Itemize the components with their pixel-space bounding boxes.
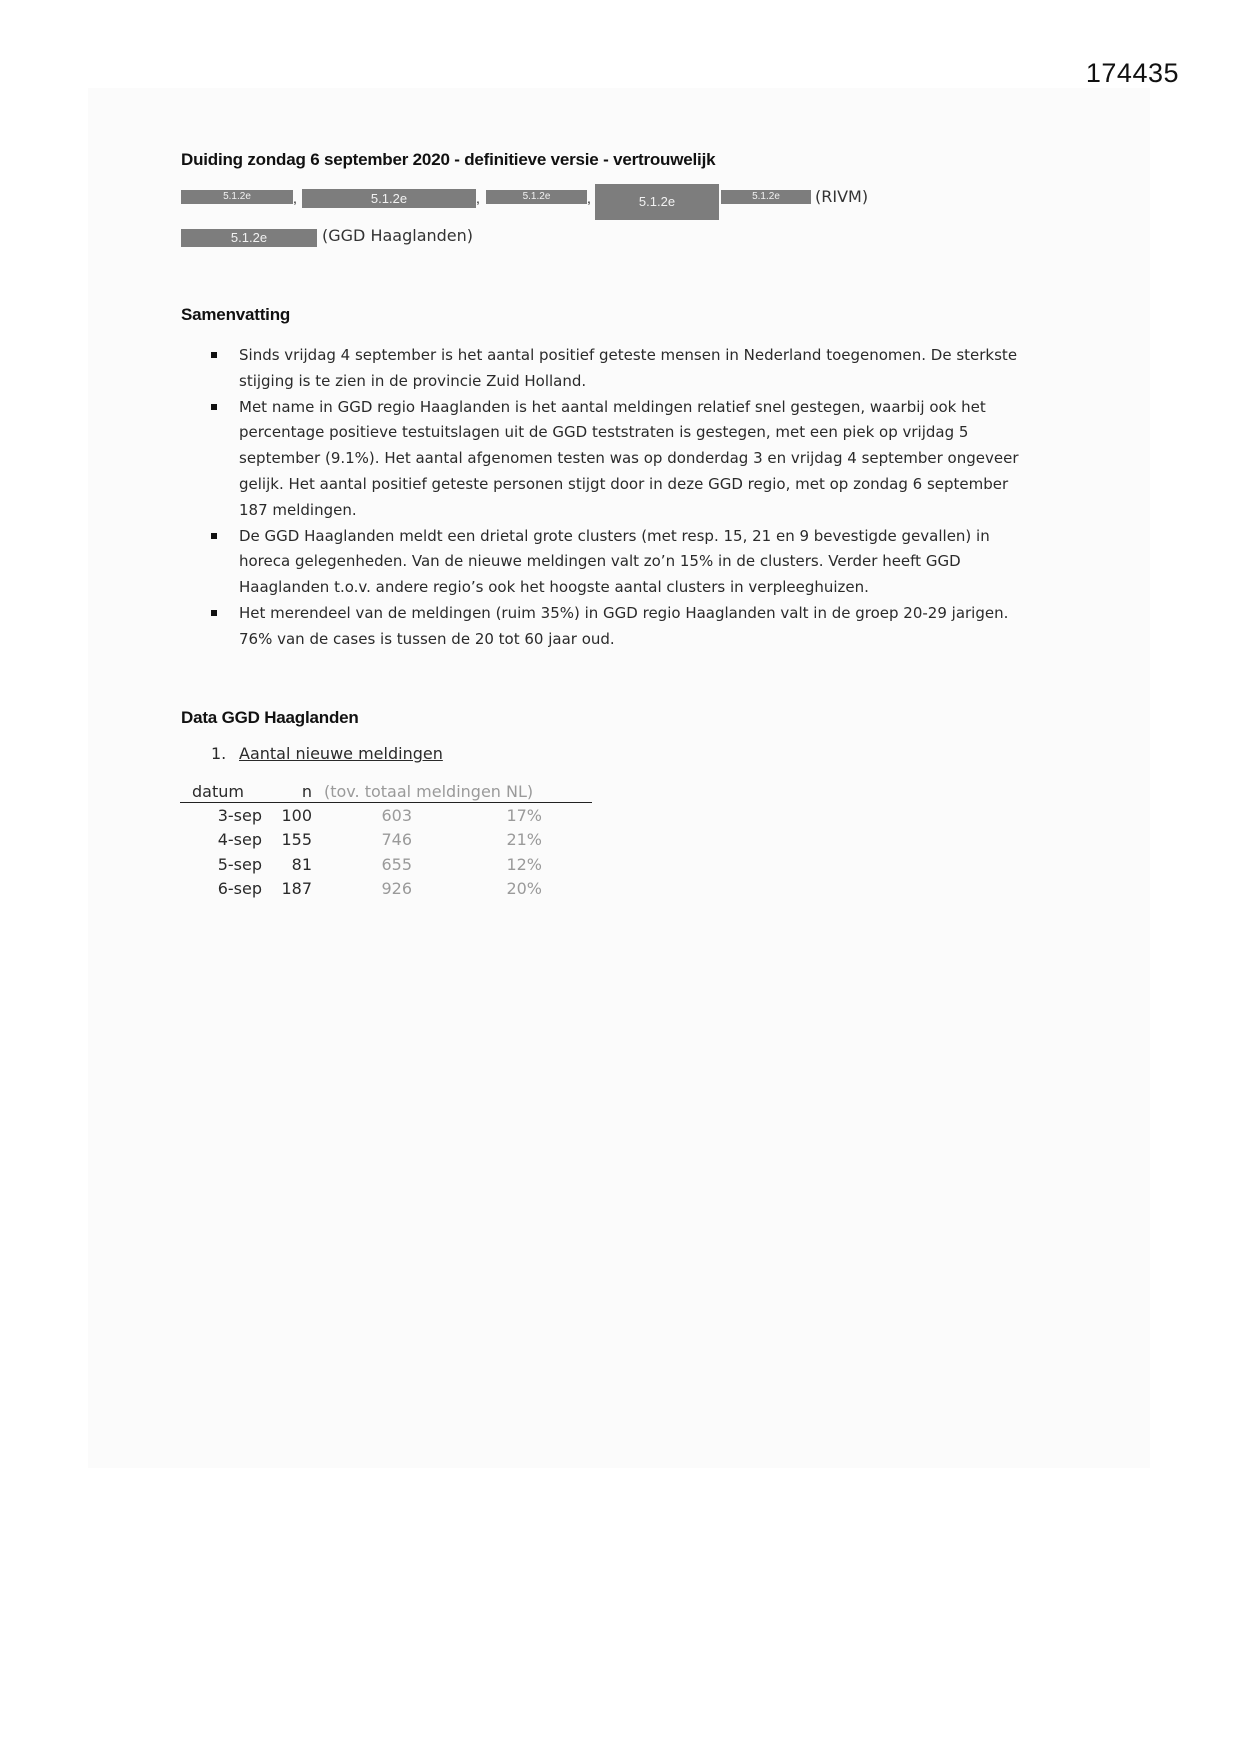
cell-pct: 12% [506, 854, 542, 874]
summary-bullet-text: Het merendeel van de meldingen (ruim 35%) in GGD regio Haaglanden valt in de groep 20-29 jarigen. 76% van de cases is tussen de 20 tot 60 jaar oud. [239, 603, 1009, 648]
author-separator: , [587, 190, 591, 206]
cell-date: 4-sep [217, 830, 262, 850]
ggd-affiliation: (GGD Haaglanden) [322, 226, 474, 245]
table-header-row [180, 780, 592, 803]
cell-date: 3-sep [217, 805, 262, 825]
summary-bullet-text: De GGD Haaglanden meldt een drietal grote clusters (met resp. 15, 21 en 9 bevestigde gevallen) in horeca gelegenheden. Van de nieuwe meldingen valt zo’n 15% in de clusters. Verder heeft GGD Haaglanden t.o.v. andere regio’s ook het hoogste aantal clusters in verpleeghuizen. [239, 526, 990, 597]
redacted-author-2: 5.1.2e [302, 189, 476, 208]
cell-n: 81 [291, 854, 312, 874]
summary-bullet [181, 395, 1031, 524]
redacted-author-1: 5.1.2e [181, 190, 293, 204]
header-date: datum [180, 780, 262, 803]
cell-pct: 17% [506, 805, 542, 825]
table-row [180, 852, 592, 877]
new-reports-table [180, 780, 592, 901]
summary-bullet [181, 343, 1031, 395]
document-title: Duiding zondag 6 september 2020 - definitieve versie - vertrouwelijk [181, 150, 716, 169]
cell-pct: 20% [506, 879, 542, 899]
bullet-square-icon [211, 352, 217, 358]
cell-n: 155 [281, 830, 312, 850]
page-background [88, 88, 1150, 1468]
bullet-square-icon [211, 404, 217, 410]
redacted-author-3: 5.1.2e [486, 190, 587, 204]
table-row [180, 828, 592, 853]
item-number: 1. [211, 744, 227, 763]
summary-bullet-list [181, 343, 1031, 653]
cell-total: 746 [381, 830, 412, 850]
summary-bullet-text: Met name in GGD regio Haaglanden is het aantal meldingen relatief snel gestegen, waarbij ook het percentage positieve testuitslagen uit de GGD teststraten is gestegen, met een piek op vrijdag 5 september (9.1%). Het aantal afgenomen testen was op donderdag 3 en vrijdag 4 september ongeveer gelijk. Het aantal positief geteste personen stijgt door in deze GGD regio, met op zondag 6 september 187 meldingen. [239, 397, 1019, 519]
header-n: n [262, 780, 312, 803]
cell-n: 100 [281, 805, 312, 825]
cell-n: 187 [281, 879, 312, 899]
table-row [180, 803, 592, 828]
redacted-author-5: 5.1.2e [721, 190, 811, 204]
cell-total: 655 [381, 854, 412, 874]
bullet-square-icon [211, 533, 217, 539]
redacted-author-4: 5.1.2e [595, 184, 719, 220]
item-label: Aantal nieuwe meldingen [239, 744, 443, 763]
rivm-affiliation: (RIVM) [815, 187, 869, 206]
summary-bullet [181, 601, 1031, 653]
document-number: 174435 [1085, 58, 1179, 88]
summary-heading: Samenvatting [181, 305, 291, 324]
redacted-author-6: 5.1.2e [181, 229, 317, 247]
cell-total: 926 [381, 879, 412, 899]
data-heading: Data GGD Haaglanden [181, 708, 359, 727]
table-row [180, 877, 592, 902]
header-total: (tov. totaal meldingen NL) [312, 780, 592, 803]
summary-bullet-text: Sinds vrijdag 4 september is het aantal positief geteste mensen in Nederland toegenomen. De sterkste stijging is te zien in de provincie Zuid Holland. [239, 346, 1018, 390]
author-separator: , [293, 190, 297, 206]
numbered-item [211, 744, 443, 763]
cell-date: 5-sep [217, 854, 262, 874]
cell-total: 603 [381, 805, 412, 825]
author-separator: , [476, 190, 480, 206]
bullet-square-icon [211, 610, 217, 616]
cell-date: 6-sep [217, 879, 262, 899]
summary-bullet [181, 524, 1031, 601]
cell-pct: 21% [506, 830, 542, 850]
